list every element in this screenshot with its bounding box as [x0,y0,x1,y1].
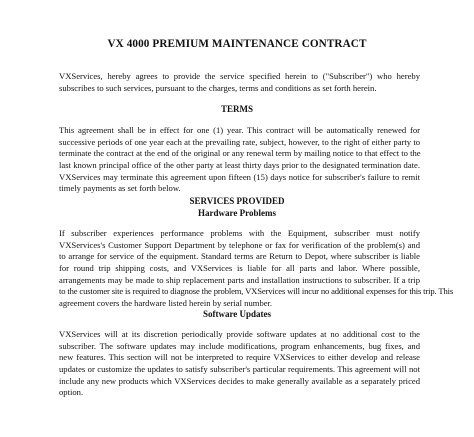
software-line: updates or customize the updates to satisfy subscriber's particular requirements. This agreement will not [59,364,420,375]
terms-line: VXServices may terminate this agreement upon fifteen (15) days notice for subscriber's failure to remit [59,171,420,182]
hardware-line: to arrange for service of the equipment. Standard terms are Return to Depot, where subscriber is liable [59,251,420,262]
terms-line: successive periods of one year each at the prevailing rate, subject, however, to the right of either party to [59,136,420,147]
terms-line: This agreement shall be in effect for one (1) year. This contract will be automatically renewed for [59,125,420,135]
software-line: subscriber. The software updates may include modifications, program enhancements, bug fixes, and [59,340,420,351]
terms-heading: TERMS [220,104,253,114]
terms-line: last known principal office of the other party at least thirty days prior to the designated termination date. [59,160,420,171]
contract-title: VX 4000 PREMIUM MAINTENANCE CONTRACT [107,38,367,50]
software-heading: Software Updates [202,309,272,319]
hardware-line: arrangements may be made to ship replacement parts and installation instructions to subscriber. If a trip [59,274,420,285]
hardware-line: If subscriber experiences performance problems with the Equipment, subscriber must notify [59,228,420,238]
software-line: include any new products which VXServices decides to make generally available as a separately priced [59,375,420,386]
intro-line: subscribes to such services, pursuant to the charges, terms and conditions as set forth herein. [59,82,377,93]
terms-line: timely payments as set forth below. [59,183,181,194]
hardware-paragraph [59,228,454,310]
hardware-line: VXServices's Customer Support Department by telephone or fax for verification of the problem(s) and [59,239,420,250]
hardware-line: for round trip shipping costs, and VXServices is liable for all parts and labor. Where possible, [59,263,420,274]
software-line: option. [59,387,84,398]
software-paragraph [59,329,420,399]
hardware-line: agreement covers the hardware listed herein by serial number. [59,298,273,309]
intro-paragraph [59,71,420,94]
terms-line: terminate the contract at the end of the original or any renewal term by mailing notice to that effect to the [59,148,421,159]
hardware-heading: Hardware Problems [198,208,276,218]
intro-line: VXServices, hereby agrees to provide the service specified herein to ("Subscriber") who hereby [59,71,420,81]
software-line: VXServices will at its discretion periodically provide software updates at no additional cost to the [59,329,420,339]
hardware-line: to the customer site is required to diagnose the problem, VXServices will incur no additional expenses for this trip. This [59,286,454,297]
terms-paragraph [59,125,420,195]
software-line: new features. This section will not be interpreted to require VXServices to either develop and release [59,352,420,363]
services-heading: SERVICES PROVIDED [189,196,285,206]
